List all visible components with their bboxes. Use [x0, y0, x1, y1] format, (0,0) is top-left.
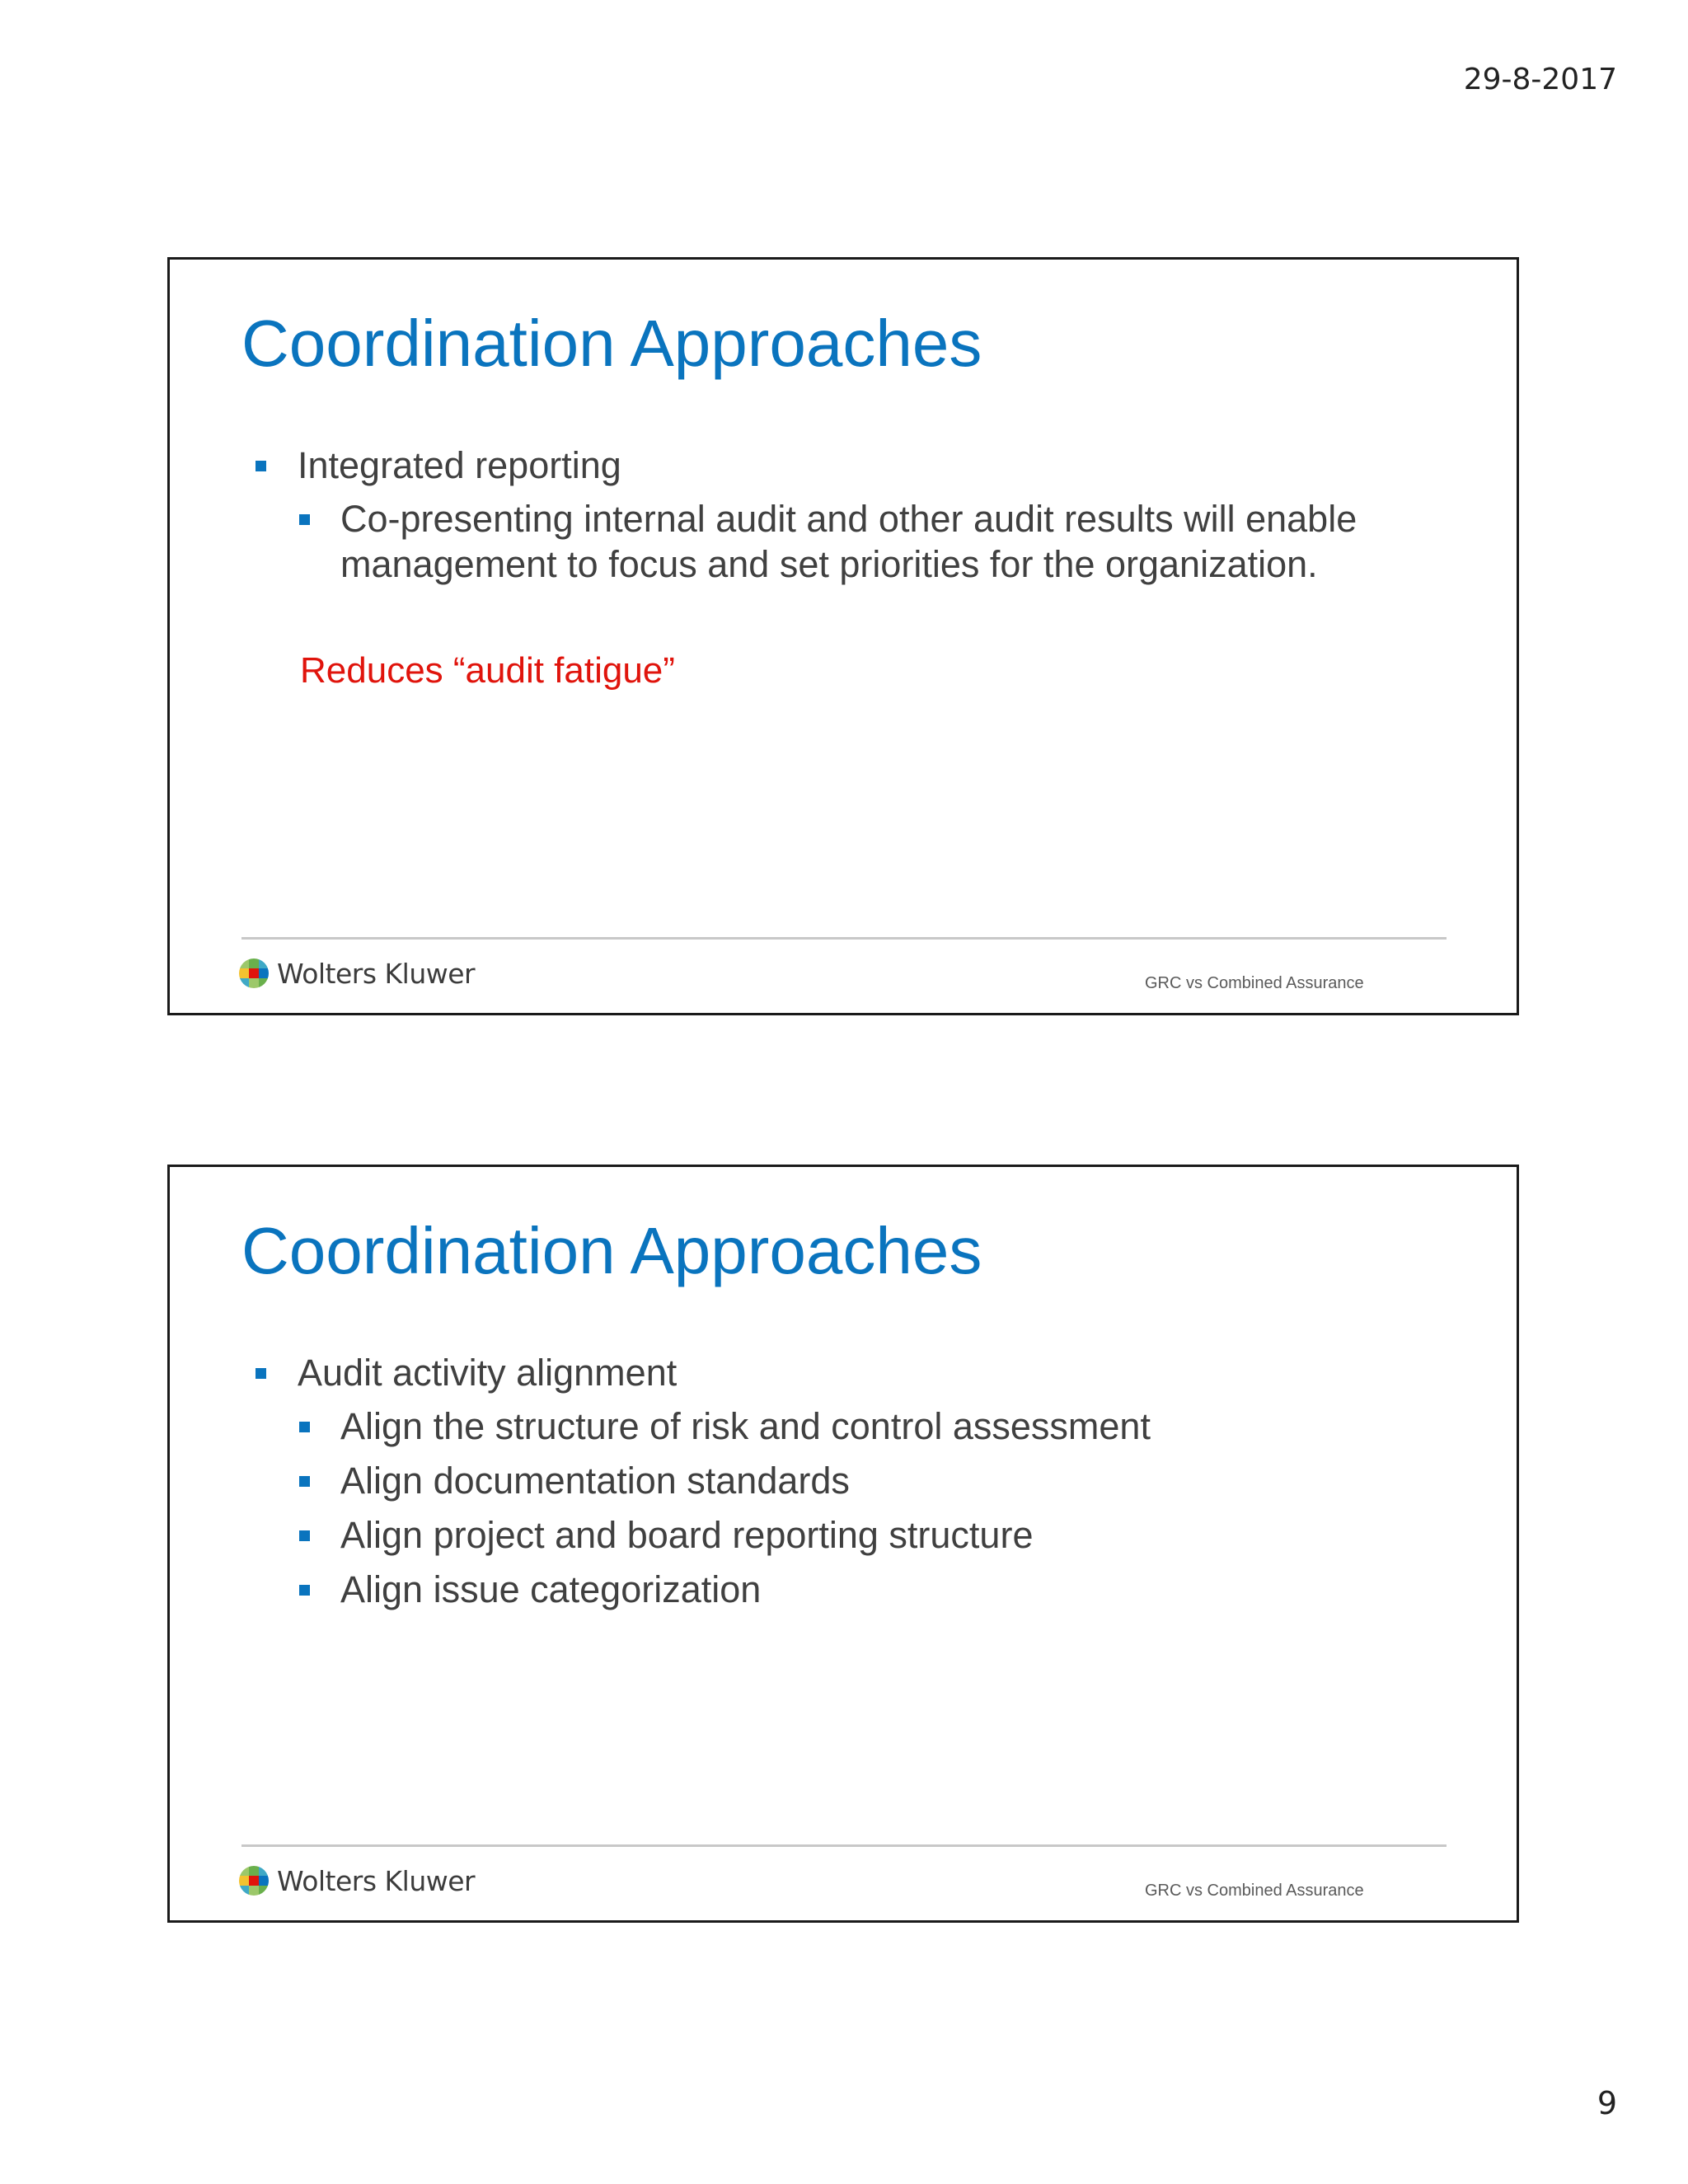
bullet-text: Align project and board reporting structure — [340, 1514, 1034, 1556]
page-number: 9 — [1597, 2085, 1617, 2121]
footer-caption: GRC vs Combined Assurance — [1145, 974, 1364, 992]
bullet-list — [256, 1350, 1459, 1621]
footer-divider — [241, 1844, 1447, 1847]
bullet-text: Align the structure of risk and control assessment — [340, 1405, 1151, 1447]
slide-2 — [167, 1165, 1519, 1923]
wolters-kluwer-logo-icon — [237, 957, 270, 990]
footer-divider — [241, 937, 1447, 940]
square-bullet-icon — [299, 1530, 310, 1541]
square-bullet-icon — [256, 461, 266, 471]
bullet-text: Co-presenting internal audit and other audit results will enable management to focus and set priorities for the organization. — [340, 498, 1357, 585]
slide-title: Coordination Approaches — [241, 1214, 982, 1287]
logo-text: Wolters Kluwer — [277, 957, 476, 990]
square-bullet-icon — [256, 1368, 266, 1379]
square-bullet-icon — [299, 514, 310, 525]
bullet-text: Align issue categorization — [340, 1568, 762, 1610]
slide-1 — [167, 257, 1519, 1015]
bullet-text: Audit activity alignment — [298, 1352, 678, 1394]
bullet-text: Integrated reporting — [298, 444, 621, 486]
sub-bullet-item — [256, 1458, 1459, 1503]
callout-text: Reduces “audit fatigue” — [300, 650, 675, 691]
sub-bullet-item — [256, 496, 1459, 587]
bullet-item — [256, 443, 1459, 488]
logo — [237, 1864, 475, 1897]
square-bullet-icon — [299, 1422, 310, 1432]
bullet-item — [256, 1350, 1459, 1395]
bullet-list — [256, 443, 1459, 596]
logo — [237, 957, 475, 990]
sub-bullet-item — [256, 1512, 1459, 1558]
slide-title: Coordination Approaches — [241, 307, 982, 380]
sub-bullet-item — [256, 1404, 1459, 1449]
square-bullet-icon — [299, 1585, 310, 1596]
square-bullet-icon — [299, 1476, 310, 1487]
sub-bullet-item — [256, 1567, 1459, 1612]
bullet-text: Align documentation standards — [340, 1460, 850, 1502]
page-date: 29-8-2017 — [1463, 63, 1617, 96]
wolters-kluwer-logo-icon — [237, 1864, 270, 1897]
logo-text: Wolters Kluwer — [277, 1864, 476, 1897]
footer-caption: GRC vs Combined Assurance — [1145, 1882, 1364, 1900]
